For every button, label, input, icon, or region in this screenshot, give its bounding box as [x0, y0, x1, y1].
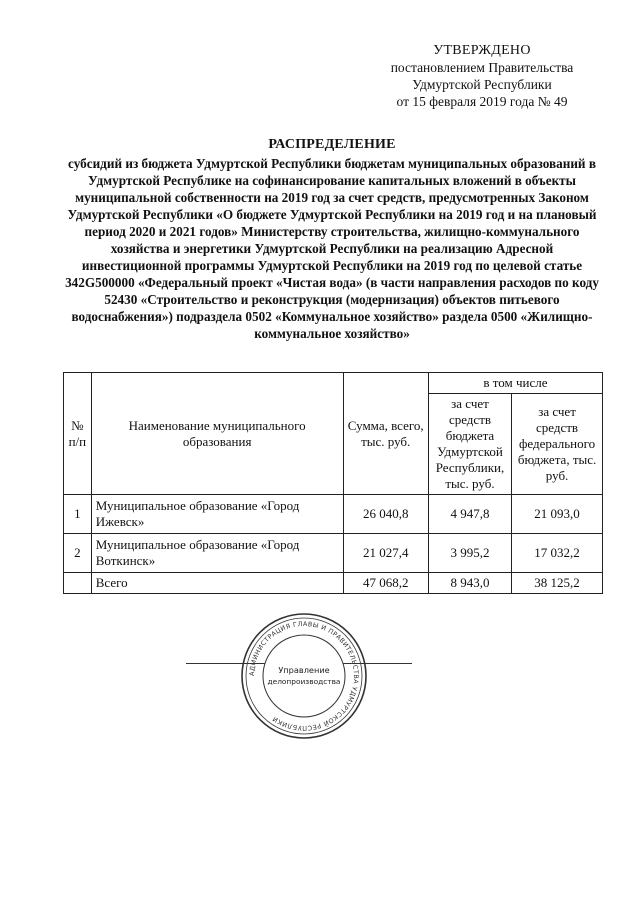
- total-federal: 38 125,2: [512, 573, 603, 594]
- header-federal: за счет средств федерального бюджета, тыс. руб.: [512, 394, 603, 495]
- table-total-row: [64, 573, 603, 594]
- total-sum: 47 068,2: [343, 573, 428, 594]
- header-republic: за счет средств бюджета Удмуртской Республики, тыс. руб.: [428, 394, 511, 495]
- row-republic: 3 995,2: [428, 534, 511, 573]
- stamp-center-line-2: делопроизводства: [267, 677, 341, 686]
- approval-line-1: постановлением Правительства: [390, 60, 574, 75]
- approval-block: [372, 42, 592, 110]
- header-num: № п/п: [64, 373, 92, 495]
- distribution-table: [63, 372, 603, 594]
- row-total: 26 040,8: [343, 495, 428, 534]
- document-title: РАСПРЕДЕЛЕНИЕ: [268, 137, 396, 152]
- stamp-ring-text: АДМИНИСТРАЦИЯ ГЛАВЫ И ПРАВИТЕЛЬСТВА УДМУРТСКОЙ РЕСПУБЛИКИ: [247, 619, 361, 733]
- total-republic: 8 943,0: [428, 573, 511, 594]
- row-federal: 17 032,2: [512, 534, 603, 573]
- header-including: в том числе: [428, 373, 602, 394]
- table-row: [64, 534, 603, 573]
- row-num: 2: [64, 534, 92, 573]
- row-federal: 21 093,0: [512, 495, 603, 534]
- approval-line-3: от 15 февраля 2019 года № 49: [396, 94, 568, 109]
- header-total: Сумма, всего, тыс. руб.: [343, 373, 428, 495]
- total-label: Всего: [91, 573, 343, 594]
- row-republic: 4 947,8: [428, 495, 511, 534]
- table-header-row: [64, 373, 603, 394]
- document-title-block: [62, 136, 602, 342]
- approval-heading: УТВЕРЖДЕНО: [433, 43, 531, 58]
- row-total: 21 027,4: [343, 534, 428, 573]
- document-subtitle: субсидий из бюджета Удмуртской Республики бюджетам муниципальных образований в Удмуртской Республике на софинансирование капитальных вложений в объекты муниципальной собственности на 2019 год за счет средств, предусмотренных Законом Удмуртской Республики «О бюджете Удмуртской Республики на 2019 год и на плановый период 2020 и 2021 годов» Министерству строительства, жилищно-коммунального хозяйства и энергетики Удмуртской Республики на реализацию Адресной инвестиционной программы Удмуртской Республики на 2019 год по целевой статье 342G500000 «Федеральный проект «Чистая вода» (в части направления расходов по коду 52430 «Строительство и реконструкция (модернизация) объектов питьевого водоснабжения») подраздела 0502 «Коммунальное хозяйство» раздела 0500 «Жилищно-коммунальное хозяйство»: [65, 156, 599, 341]
- approval-line-2: Удмуртской Республики: [412, 77, 552, 92]
- table-row: [64, 495, 603, 534]
- stamp-center-line-1: Управление: [278, 665, 330, 675]
- row-num: 1: [64, 495, 92, 534]
- row-name: Муниципальное образование «Город Ижевск»: [91, 495, 343, 534]
- header-name: Наименование муниципального образования: [91, 373, 343, 495]
- official-stamp: [240, 612, 368, 740]
- total-num-empty: [64, 573, 92, 594]
- row-name: Муниципальное образование «Город Воткинск»: [91, 534, 343, 573]
